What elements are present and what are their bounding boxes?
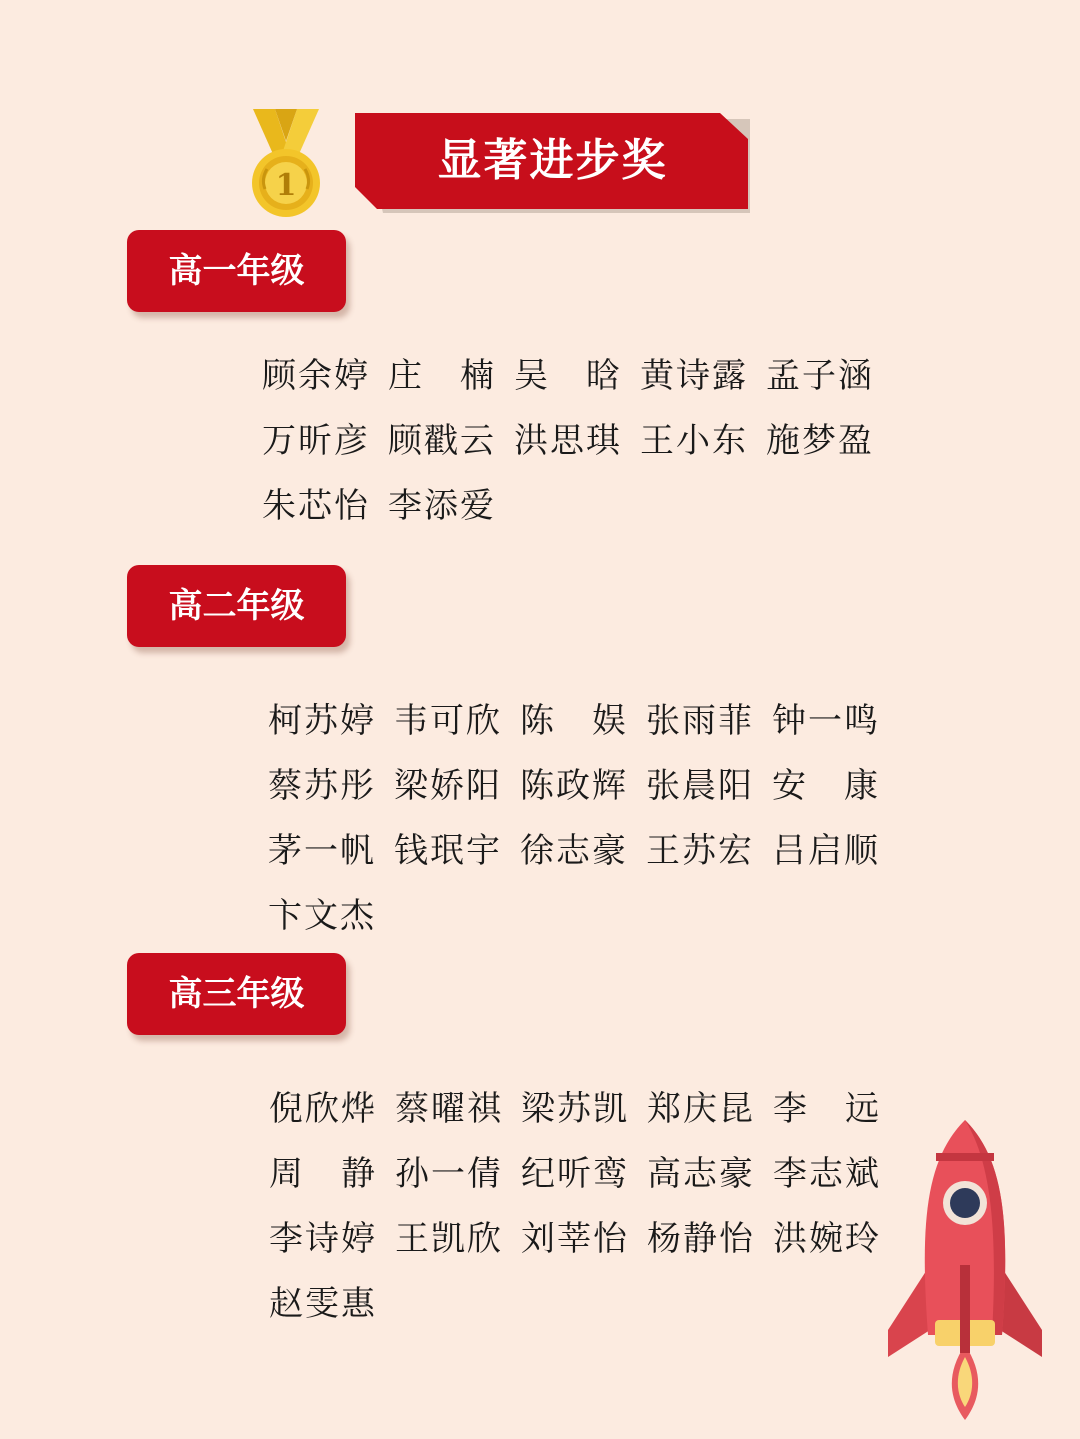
student-name: 施梦盈	[766, 421, 872, 461]
student-name: 庄楠	[388, 356, 494, 396]
student-name: 洪婉玲	[773, 1219, 879, 1259]
student-name: 茅一帆	[268, 831, 374, 871]
student-name: 陈娱	[520, 701, 626, 741]
grade-tag-2: 高二年级	[127, 565, 346, 647]
student-name: 万昕彦	[262, 421, 368, 461]
student-name: 吴晗	[514, 356, 620, 396]
student-name: 顾戳云	[388, 421, 494, 461]
student-name: 孟子涵	[766, 356, 872, 396]
grade-tag-1: 高一年级	[127, 230, 346, 312]
student-name: 高志豪	[647, 1154, 753, 1194]
student-name: 钟一鸣	[772, 701, 878, 741]
name-list-grade-3	[269, 1077, 899, 1337]
student-name: 纪听鸾	[521, 1154, 627, 1194]
student-name: 梁娇阳	[394, 766, 500, 806]
student-name: 顾余婷	[262, 356, 368, 396]
student-name: 李远	[773, 1089, 879, 1129]
student-name: 蔡曜祺	[395, 1089, 501, 1129]
student-name: 李诗婷	[269, 1219, 375, 1259]
student-name: 钱珉宇	[394, 831, 500, 871]
student-name: 洪思琪	[514, 421, 620, 461]
medal-icon	[245, 105, 327, 220]
student-name: 王凯欣	[395, 1219, 501, 1259]
name-list-grade-2	[268, 689, 898, 949]
student-name: 柯苏婷	[268, 701, 374, 741]
student-name: 倪欣烨	[269, 1089, 375, 1129]
student-name: 朱芯怡	[262, 486, 368, 526]
student-name: 卞文杰	[268, 896, 374, 936]
student-name: 韦可欣	[394, 701, 500, 741]
student-name: 黄诗露	[640, 356, 746, 396]
student-name: 赵雯惠	[269, 1284, 375, 1324]
rocket-icon	[880, 1115, 1050, 1425]
student-name: 周静	[269, 1154, 375, 1194]
student-name: 孙一倩	[395, 1154, 501, 1194]
student-name: 王小东	[640, 421, 746, 461]
student-name: 梁苏凯	[521, 1089, 627, 1129]
award-title: 显著进步奖	[437, 135, 668, 186]
student-name: 张晨阳	[646, 766, 752, 806]
student-name: 李添爱	[388, 486, 494, 526]
student-name: 李志斌	[773, 1154, 879, 1194]
student-name: 郑庆昆	[647, 1089, 753, 1129]
student-name: 吕启顺	[772, 831, 878, 871]
student-name: 徐志豪	[520, 831, 626, 871]
student-name: 王苏宏	[646, 831, 752, 871]
student-name: 安康	[772, 766, 878, 806]
student-name: 杨静怡	[647, 1219, 753, 1259]
name-list-grade-1	[262, 344, 892, 539]
title-banner	[355, 113, 750, 213]
student-name: 蔡苏彤	[268, 766, 374, 806]
svg-text:1: 1	[275, 168, 297, 203]
student-name: 张雨菲	[646, 701, 752, 741]
student-name: 陈政辉	[520, 766, 626, 806]
grade-tag-3: 高三年级	[127, 953, 346, 1035]
student-name: 刘莘怡	[521, 1219, 627, 1259]
